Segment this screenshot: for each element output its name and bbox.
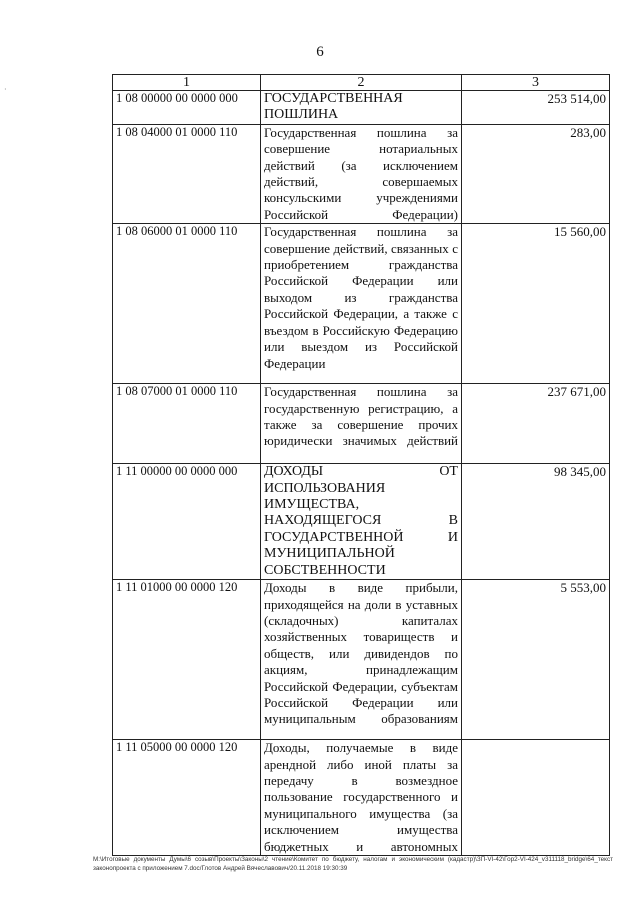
row-amount: 253 514,00: [462, 91, 610, 125]
row-code: 1 08 07000 01 0000 110: [113, 384, 261, 464]
row-name-text: Государственная пошлина за совершение действий, связанных с приобретением гражданства Российской Федерации или выходом из гражданства Российской Федерации, а также с въездом в Российскую Федерацию или выездом из Российской Федерации: [264, 224, 458, 371]
table-row: [113, 464, 610, 580]
row-amount: 283,00: [462, 124, 610, 223]
column-header-code: 1: [113, 75, 261, 91]
row-amount: 5 553,00: [462, 580, 610, 740]
row-name: [261, 91, 462, 125]
table-row: [113, 580, 610, 740]
row-name-text: ДОХОДЫ ОТ ИСПОЛЬЗОВАНИЯ ИМУЩЕСТВА, НАХОДЯЩЕГОСЯ В ГОСУДАРСТВЕННОЙ И МУНИЦИПАЛЬНОЙ СОБСТВЕННОСТИ: [264, 464, 458, 578]
row-code: 1 11 00000 00 0000 000: [113, 464, 261, 580]
row-name-text: ГОСУДАРСТВЕННАЯ ПОШЛИНА: [264, 91, 403, 123]
row-name: [261, 740, 462, 856]
row-name: [261, 224, 462, 384]
row-name-text: Государственная пошлина за государственную регистрацию, а также за совершение прочих юридически значимых действий: [264, 384, 458, 449]
row-code: 1 11 05000 00 0000 120: [113, 740, 261, 856]
table-row: [113, 224, 610, 384]
table-row: [113, 124, 610, 223]
row-name: [261, 464, 462, 580]
table-header-row: [113, 75, 610, 91]
table-row: [113, 740, 610, 856]
document-path-footer: М:\Итоговые документы Думы\6 созыв\Проекты\Законы\2 чтение\Комитет по бюджету, налогам и экономическим (кадастр)\ЗП-VI-42\Гор2-VI-424_v311118_bridge\64_текст законопроекта с приложением 7.doc/Глотов Андрей Вячеславович/20.11.2018 19:30:39: [93, 856, 613, 872]
row-amount: 15 560,00: [462, 224, 610, 384]
column-header-name: 2: [261, 75, 462, 91]
row-name: [261, 384, 462, 464]
row-amount: 98 345,00: [462, 464, 610, 580]
page-number: 6: [316, 44, 324, 60]
row-amount: 237 671,00: [462, 384, 610, 464]
table-row: [113, 91, 610, 125]
row-amount: [462, 740, 610, 856]
row-name: [261, 124, 462, 223]
row-name-text: Доходы, получаемые в виде арендной либо иной платы за передачу в возмездное пользование государственного и муниципального имущества (за исключением имущества бюджетных и автономных: [264, 740, 458, 854]
row-code: 1 11 01000 00 0000 120: [113, 580, 261, 740]
row-name-text: Доходы в виде прибыли, приходящейся на доли в уставных (складочных) капиталах хозяйственных товариществ и обществ, или дивидендов по акциям, принадлежащим Российской Федерации, субъектам Российской Федерации или муниципальным образованиям: [264, 580, 458, 727]
budget-table: [112, 74, 610, 856]
row-code: 1 08 04000 01 0000 110: [113, 124, 261, 223]
row-code: 1 08 06000 01 0000 110: [113, 224, 261, 384]
row-code: 1 08 00000 00 0000 000: [113, 91, 261, 125]
margin-mark: ·: [4, 85, 7, 94]
column-header-amount: 3: [462, 75, 610, 91]
table-row: [113, 384, 610, 464]
row-name-text: Государственная пошлина за совершение нотариальных действий (за исключением действий, совершаемых консульскими учреждениями Российской Федерации): [264, 124, 458, 222]
row-name: [261, 580, 462, 740]
